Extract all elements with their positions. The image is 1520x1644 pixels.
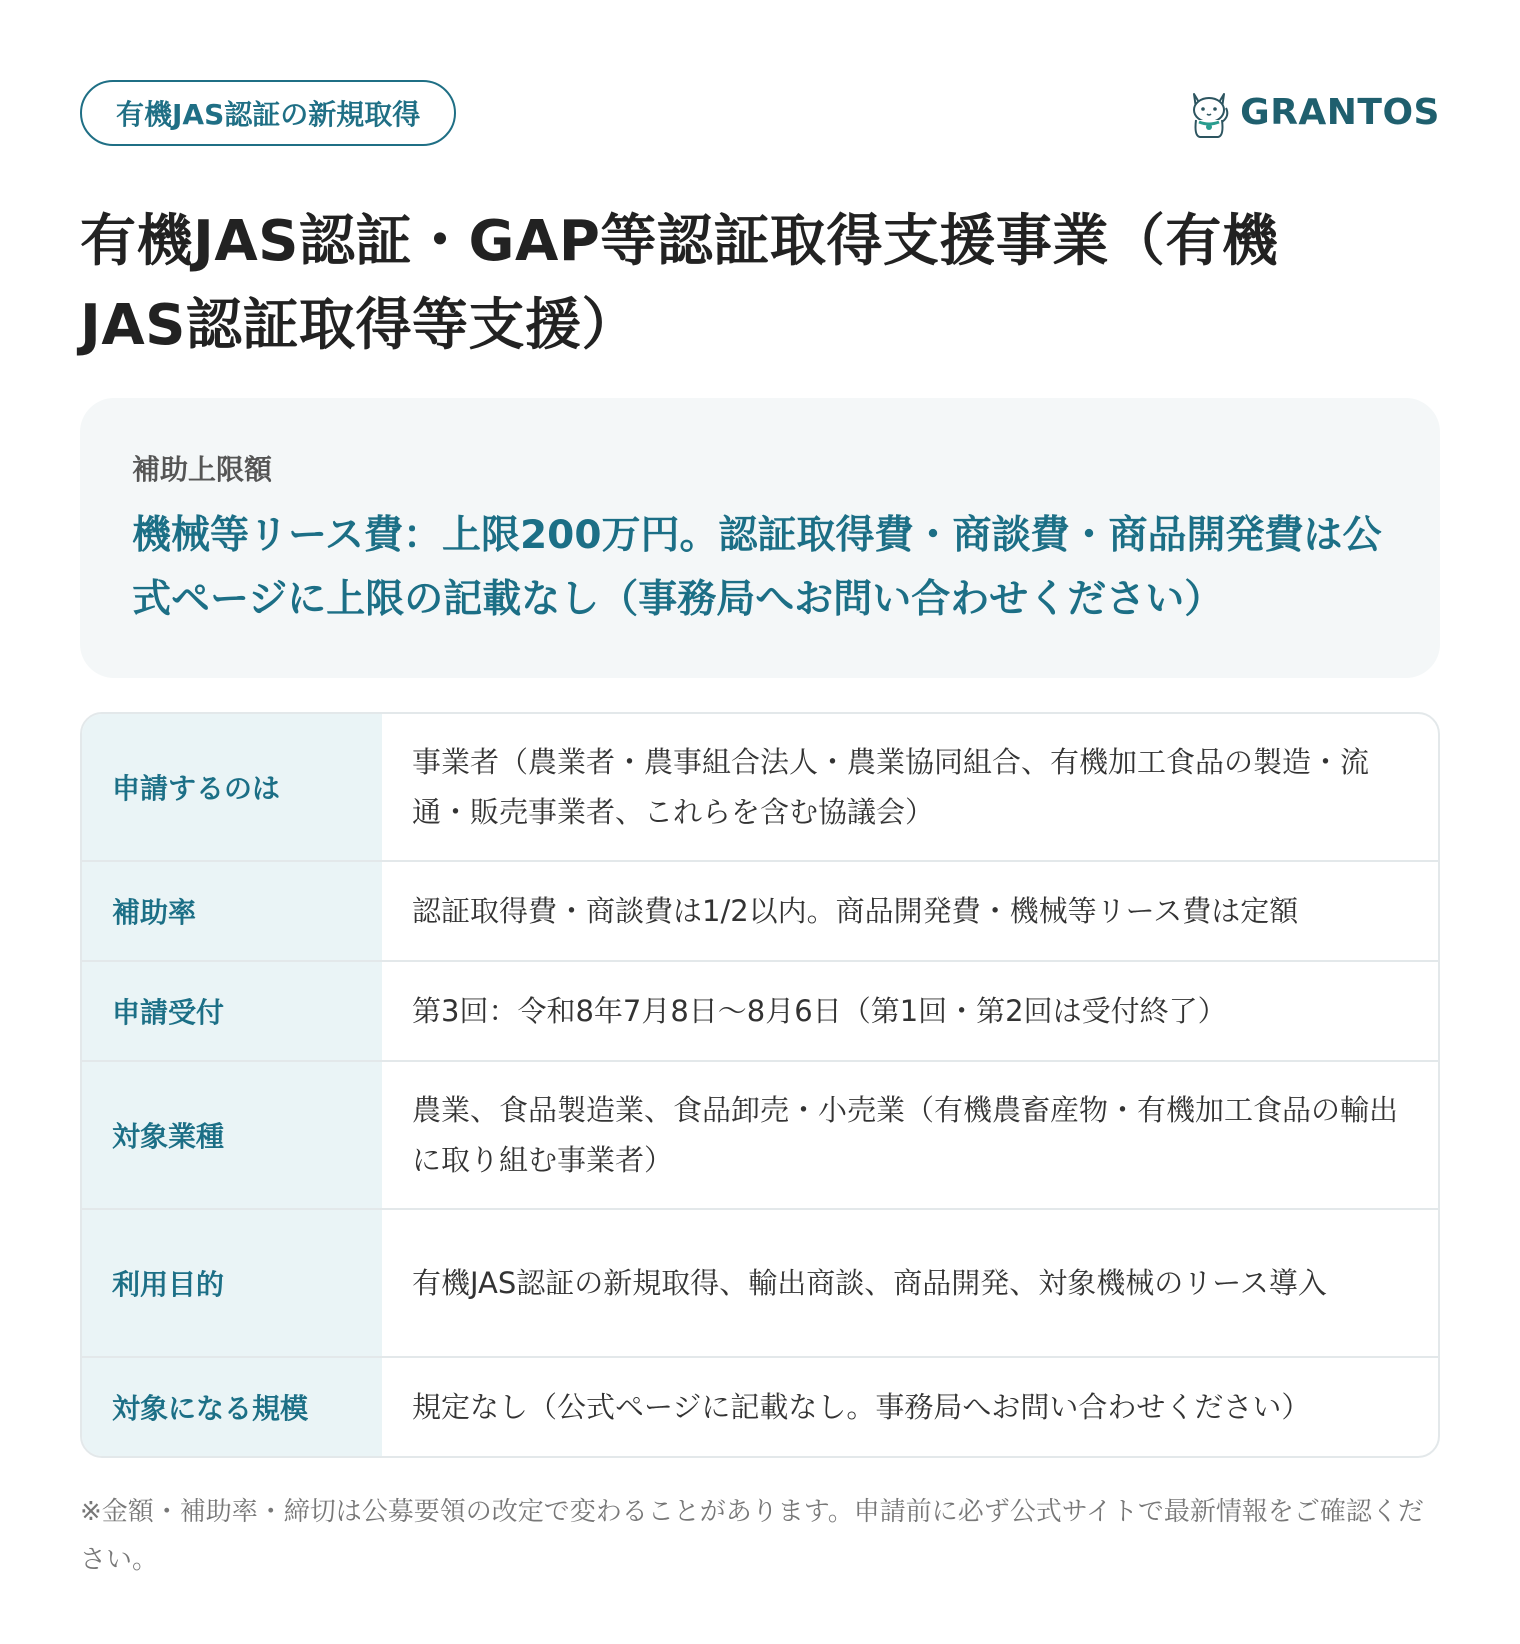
row-value: 事業者（農業者・農事組合法人・農業協同組合、有機加工食品の製造・流通・販売事業者、これらを含む協議会） bbox=[412, 745, 1370, 829]
footnote: ※金額・補助率・締切は公募要領の改定で変わることがあります。申請前に必ず公式サイトで最新情報をご確認ください。 bbox=[80, 1497, 1424, 1575]
table-row-target-industry bbox=[82, 1060, 1438, 1208]
table-row-applicant bbox=[82, 714, 1438, 860]
row-value: 認証取得費・商談費は1/2以内。商品開発費・機械等リース費は定額 bbox=[412, 894, 1299, 928]
table-row-target-scale bbox=[82, 1356, 1438, 1456]
subsidy-limit-card bbox=[80, 398, 1440, 678]
table-row-purpose bbox=[82, 1208, 1438, 1356]
row-value: 第3回：令和8年7月8日〜8月6日（第1回・第2回は受付終了） bbox=[412, 994, 1227, 1028]
row-label: 利用目的 bbox=[82, 1210, 382, 1356]
brand bbox=[1186, 84, 1440, 140]
header-row bbox=[80, 80, 1440, 150]
row-label: 申請受付 bbox=[82, 962, 382, 1060]
category-badge: 有機JAS認証の新規取得 bbox=[80, 80, 456, 146]
subsidy-summary-page bbox=[80, 80, 1440, 1584]
maneki-neko-cat-icon bbox=[1186, 84, 1232, 140]
brand-name: GRANTOS bbox=[1240, 91, 1440, 133]
page-title: 有機JAS認証・GAP等認証取得支援事業（有機JAS認証取得等支援） bbox=[80, 209, 1279, 358]
table-row-subsidy-rate bbox=[82, 860, 1438, 960]
row-label: 対象になる規模 bbox=[82, 1358, 382, 1456]
row-label: 申請するのは bbox=[82, 714, 382, 860]
table-row-application-period bbox=[82, 960, 1438, 1060]
details-table bbox=[80, 712, 1440, 1458]
row-label: 対象業種 bbox=[82, 1062, 382, 1208]
row-value: 有機JAS認証の新規取得、輸出商談、商品開発、対象機械のリース導入 bbox=[412, 1266, 1327, 1300]
row-value: 農業、食品製造業、食品卸売・小売業（有機農畜産物・有機加工食品の輸出に取り組む事業者） bbox=[412, 1093, 1399, 1177]
subsidy-limit-label: 補助上限額 bbox=[132, 453, 273, 486]
subsidy-limit-value: 機械等リース費：上限200万円。認証取得費・商談費・商品開発費は公式ページに上限の記載なし（事務局へお問い合わせください） bbox=[132, 513, 1382, 622]
row-value: 規定なし（公式ページに記載なし。事務局へお問い合わせください） bbox=[412, 1390, 1311, 1424]
row-label: 補助率 bbox=[82, 862, 382, 960]
